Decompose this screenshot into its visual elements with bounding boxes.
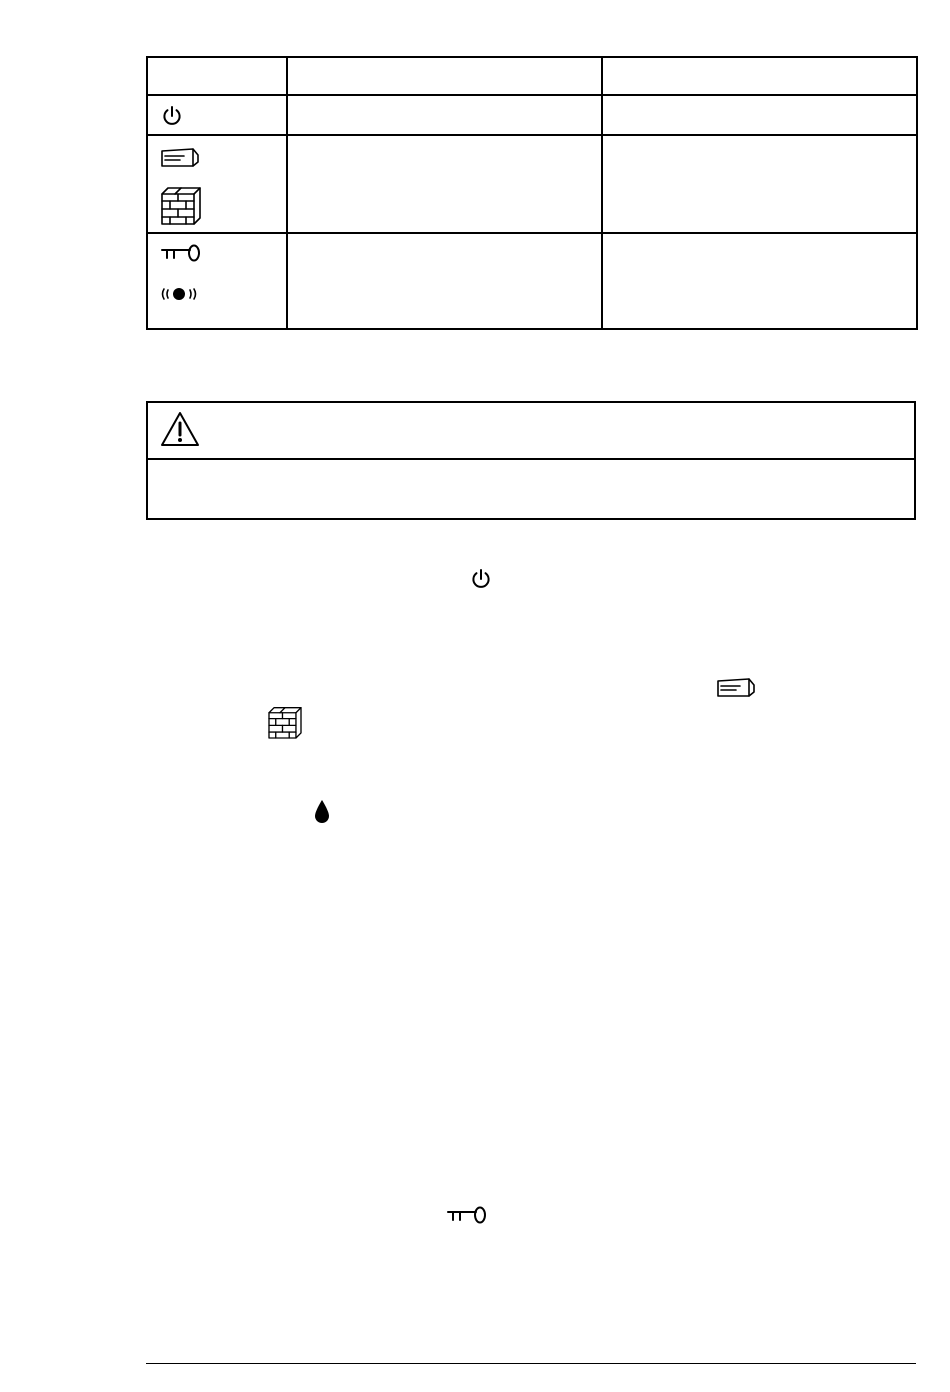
icon-cell [147,135,287,233]
drop-icon [314,799,330,825]
header-cell-1 [147,57,287,95]
warning-box [146,401,916,520]
cartridge-icon [160,146,202,168]
table-header-row [147,57,917,95]
warning-header [148,403,914,460]
header-cell-2 [287,57,602,95]
table-row-cartridge [147,135,917,233]
legend-table [146,56,918,330]
power-icon [161,105,183,127]
header-cell-3 [602,57,917,95]
cartridge-icon [716,676,758,698]
icon-cell [147,233,287,329]
warning-body [148,460,914,516]
row-col3 [602,233,917,329]
row-col2 [287,135,602,233]
power-icon [470,568,492,590]
firewall-icon [160,186,202,224]
row-col2 [287,233,602,329]
table-row-power [147,95,917,135]
row-col3 [602,135,917,233]
key-icon [160,244,202,264]
signal-icon [160,286,202,302]
row-col2 [287,95,602,135]
footer-rule [146,1363,916,1364]
table-row-key [147,233,917,329]
row-col3 [602,95,917,135]
warning-triangle-icon [160,411,200,447]
firewall-icon [267,706,303,738]
icon-cell [147,95,287,135]
key-icon [446,1206,488,1226]
